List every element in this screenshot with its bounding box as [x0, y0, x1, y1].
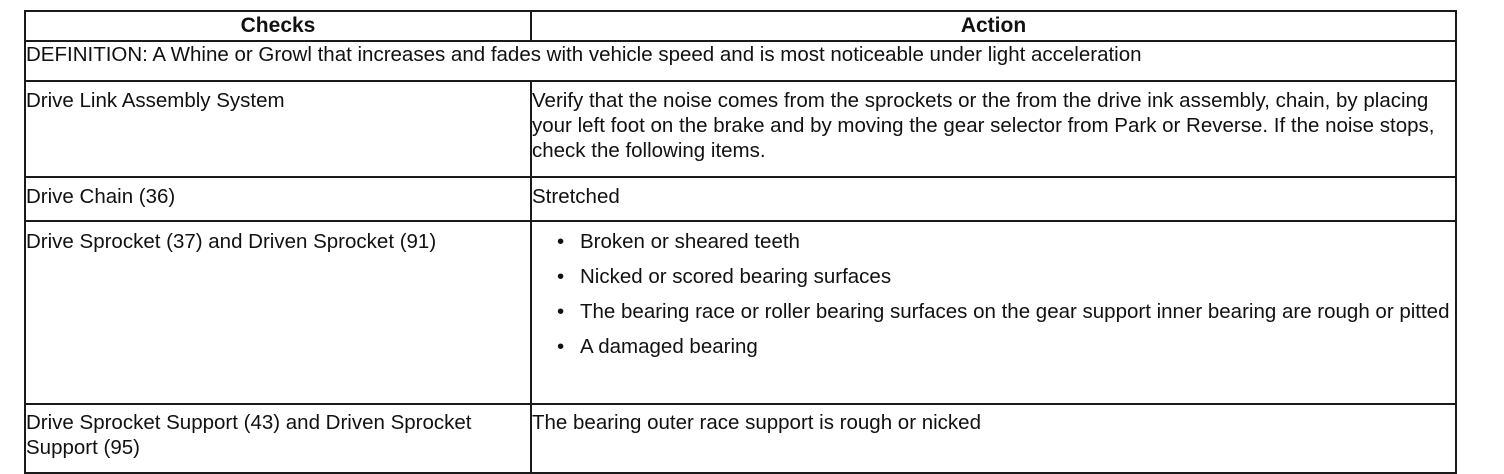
- definition-row: [26, 41, 1455, 81]
- checks-action-table: [26, 12, 1455, 472]
- action-cell: The bearing outer race support is rough or nicked: [531, 404, 1455, 472]
- action-cell: Verify that the noise comes from the sprockets or the from the drive ink assembly, chain, by placing your left foot on the brake and by moving the gear selector from Park or Reverse. If the noise stops, check the following items.: [531, 81, 1455, 177]
- checks-column-header: Checks: [26, 12, 531, 41]
- check-cell: Drive Link Assembly System: [26, 81, 531, 177]
- bullet-dot-icon: •: [557, 335, 565, 358]
- table-row: [26, 81, 1455, 177]
- list-item: [554, 229, 1455, 254]
- action-cell: Stretched: [531, 177, 1455, 221]
- list-item: [554, 334, 1455, 359]
- diagnostic-table-frame: [24, 10, 1457, 474]
- table-row: [26, 177, 1455, 221]
- bullet-dot-icon: •: [557, 300, 565, 323]
- table-row: [26, 221, 1455, 404]
- list-item-text: Nicked or scored bearing surfaces: [580, 265, 892, 288]
- check-cell: Drive Sprocket (37) and Driven Sprocket (91): [26, 221, 531, 404]
- definition-text: DEFINITION: A Whine or Growl that increases and fades with vehicle speed and is most noticeable under light acceleration: [26, 41, 1455, 81]
- bullet-dot-icon: •: [557, 265, 565, 288]
- list-item: [554, 264, 1455, 289]
- action-bullet-list: [532, 229, 1455, 359]
- list-item-text: Broken or sheared teeth: [580, 230, 800, 253]
- list-item-text: The bearing race or roller bearing surfaces on the gear support inner bearing are rough or pitted: [580, 300, 1450, 323]
- check-cell: Drive Sprocket Support (43) and Driven Sprocket Support (95): [26, 404, 531, 472]
- check-cell: Drive Chain (36): [26, 177, 531, 221]
- bullet-dot-icon: •: [557, 230, 565, 253]
- table-row: [26, 404, 1455, 472]
- list-item: [554, 299, 1455, 324]
- list-item-text: A damaged bearing: [580, 335, 758, 358]
- header-row: [26, 12, 1455, 41]
- action-column-header: Action: [531, 12, 1455, 41]
- action-cell: [531, 221, 1455, 404]
